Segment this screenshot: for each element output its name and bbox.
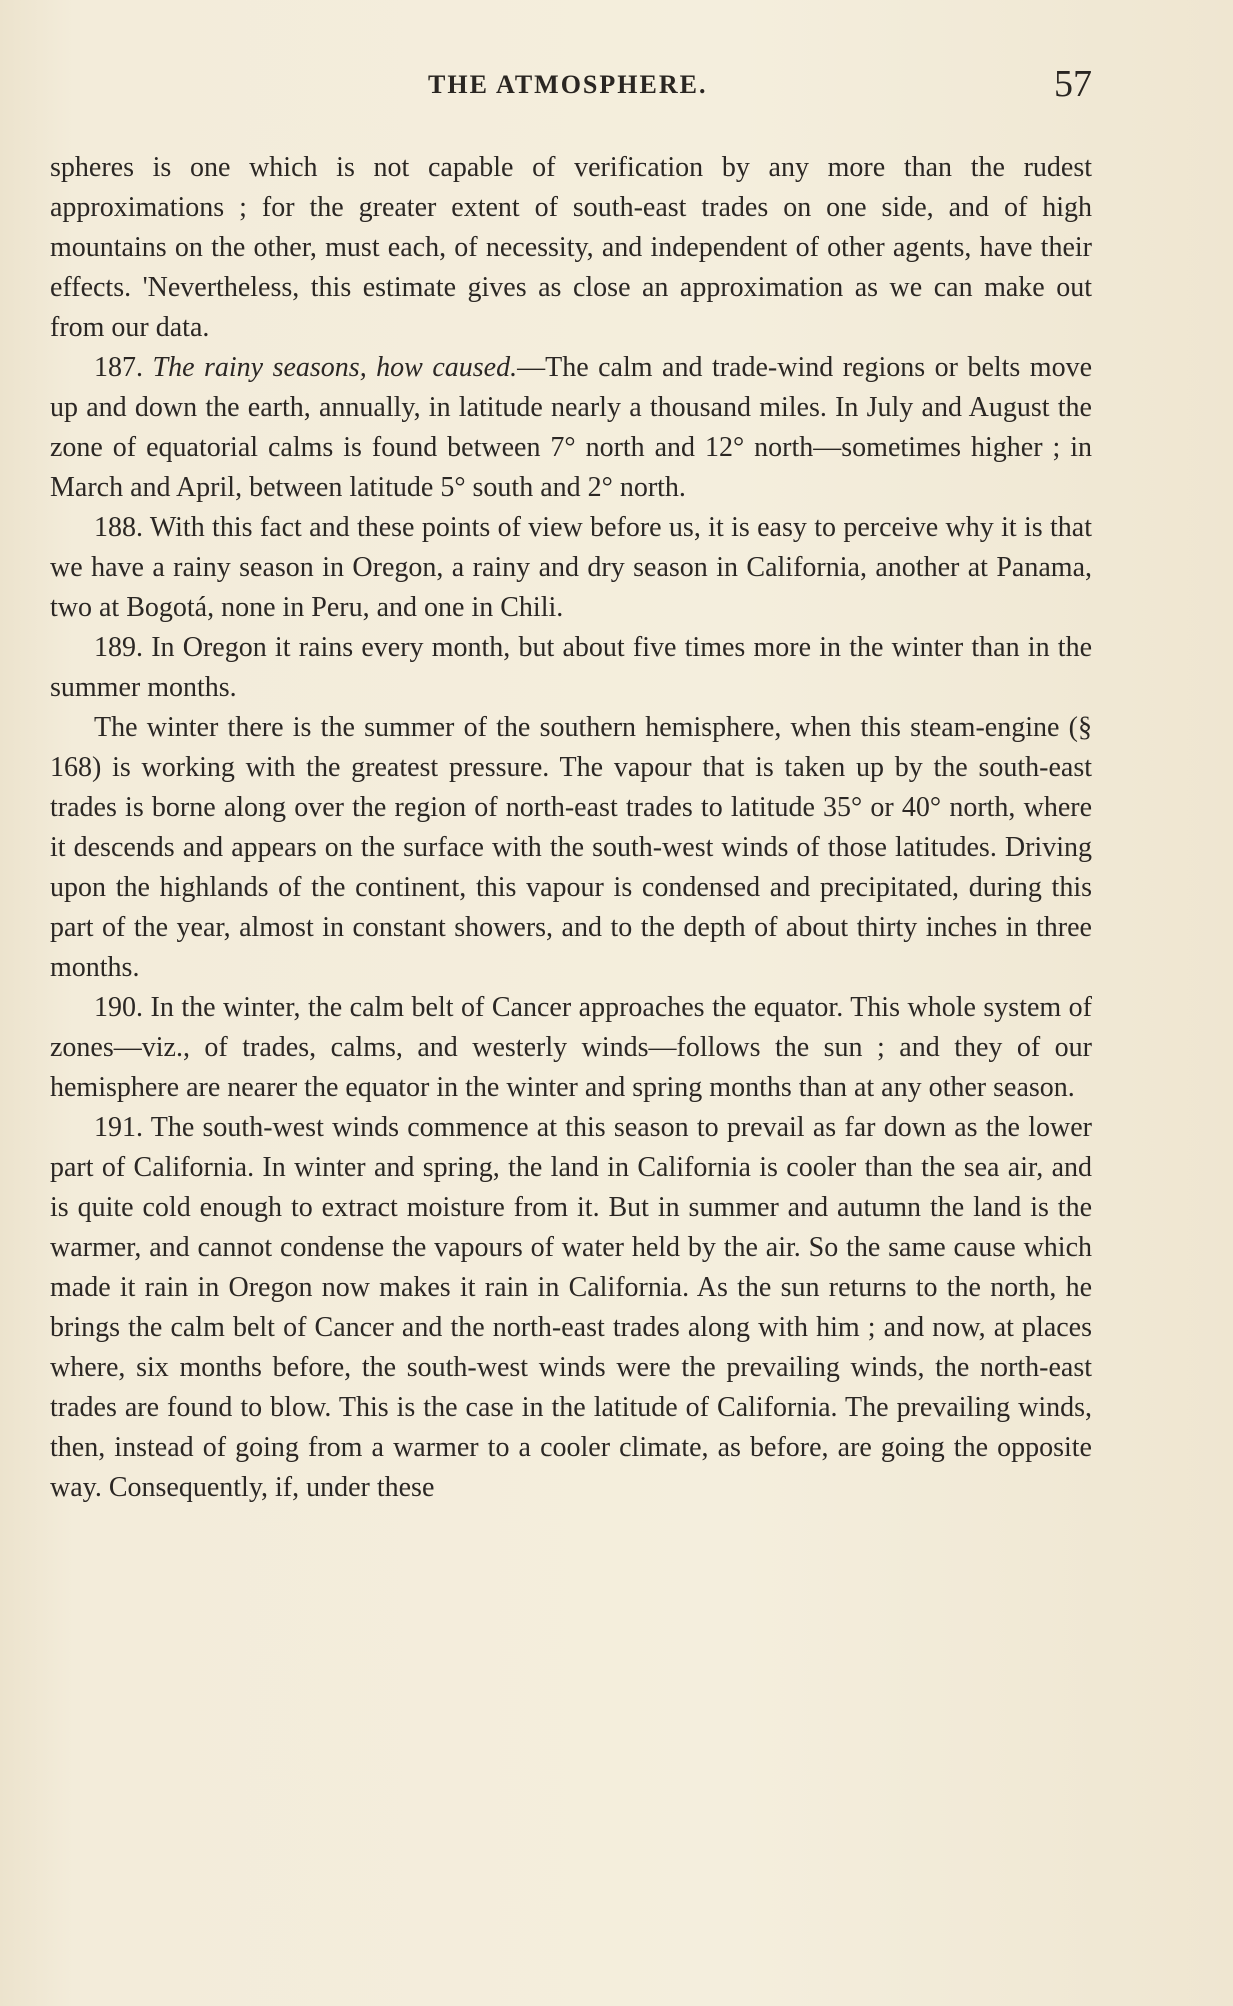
section-188 <box>50 508 1092 628</box>
section-title: The rainy seasons, how caused. <box>152 352 518 383</box>
section-number: 190. <box>94 992 143 1023</box>
paragraph-text: With this fact and these points of view before us, it is easy to perceive why it is that we have a rainy season in Oregon, a rainy and dry season in California, another at Panama, two at Bogotá, none in Peru, and one in Chili. <box>50 512 1092 623</box>
page-number: 57 <box>1054 63 1092 105</box>
paragraph-text: The winter there is the summer of the southern hemisphere, when this steam-engine (§ 168) is working with the greatest pressure. The vapour that is taken up by the south-east trades is borne along over the region of north-east trades to latitude 35° or 40° north, where it descends and appears on the surface with the south-west winds of those latitudes. Driving upon the highlands of the continent, this vapour is condensed and precipitated, during this part of the year, almost in constant showers, and to the depth of about thirty inches in three months. <box>50 712 1092 983</box>
section-187 <box>50 348 1092 508</box>
section-number: 188. <box>94 512 143 543</box>
section-189 <box>50 628 1092 708</box>
paragraph-text: spheres is one which is not capable of verification by any more than the rudest approximations ; for the greater extent of south-east trades on one side, and of high mountains on the other, must each, of necessity, and independent of other agents, have their effects. 'Nevertheless, this estimate gives as close an approximation as we can make out from our data. <box>50 152 1092 343</box>
page-header <box>52 62 1092 112</box>
section-191 <box>50 1108 1092 1508</box>
paragraph-text: The south-west winds commence at this season to prevail as far down as the lower part of California. In winter and spring, the land in California is cooler than the sea air, and is quite cold enough to extract moisture from it. But in summer and autumn the land is the warmer, and cannot condense the vapours of water held by the air. So the same cause which made it rain in Oregon now makes it rain in California. As the sun returns to the north, he brings the calm belt of Cancer and the north-east trades along with him ; and now, at places where, six months before, the south-west winds were the prevailing winds, the north-east trades are found to blow. This is the case in the latitude of California. The prevailing winds, then, instead of going from a warmer to a cooler climate, as before, are going the opposite way. Consequently, if, under these <box>50 1112 1092 1503</box>
section-190 <box>50 988 1092 1108</box>
paragraph-text: —The calm and trade-wind regions or belts move up and down the earth, annually, in latitude nearly a thousand miles. In July and August the zone of equatorial calms is found between 7° north and 12° north—sometimes higher ; in March and April, between latitude 5° south and 2° north. <box>50 352 1093 503</box>
body-text <box>50 148 1092 1508</box>
section-number: 191. <box>94 1112 143 1143</box>
section-number: 187. <box>94 352 143 383</box>
paragraph-text: In Oregon it rains every month, but about five times more in the winter than in the summer months. <box>50 632 1093 703</box>
paragraph-text: In the winter, the calm belt of Cancer approaches the equator. This whole system of zones—viz., of trades, calms, and westerly winds—follows the sun ; and they of our hemisphere are nearer the equator in the winter and spring months than at any other season. <box>50 992 1092 1103</box>
paragraph <box>50 708 1092 988</box>
paragraph-continuation <box>50 148 1092 348</box>
section-number: 189. <box>94 632 143 663</box>
running-title: THE ATMOSPHERE. <box>428 70 708 99</box>
